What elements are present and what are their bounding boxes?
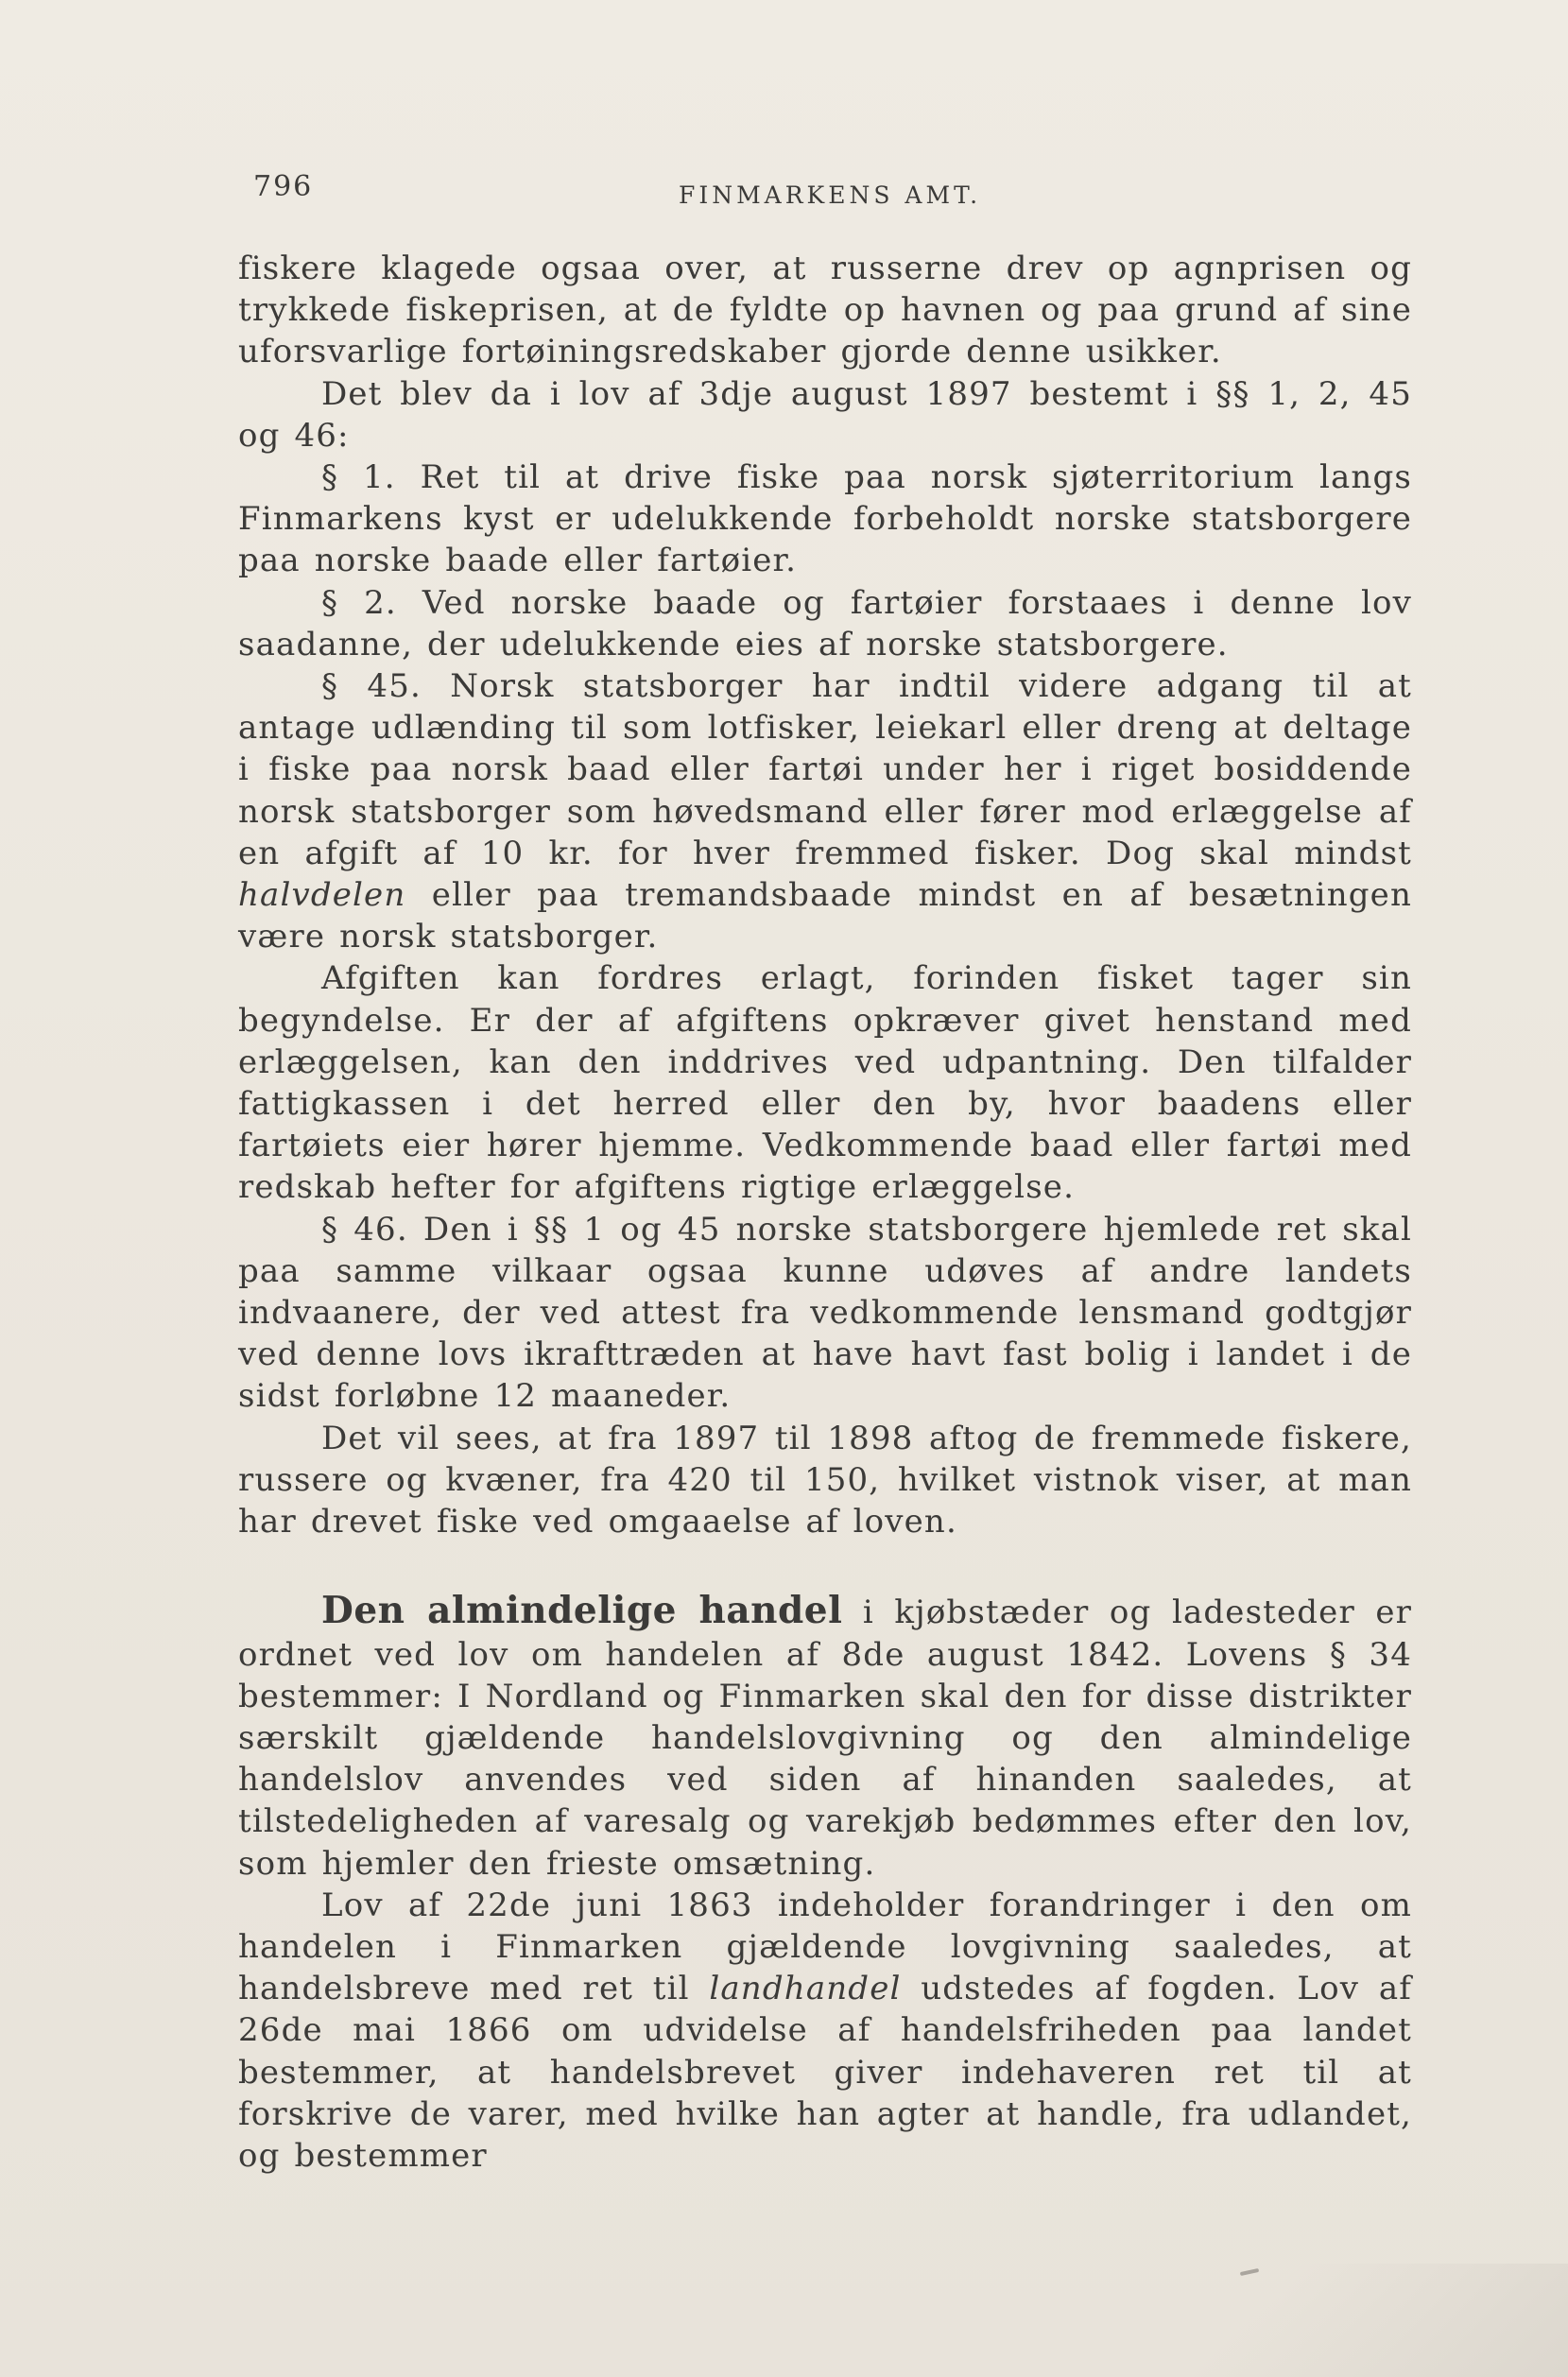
paragraph-text: Lov af 22de juni 1863 indeholder forandringer i den om handelen i Finmarken gjældende lovgivning saaledes, at handelsbreve med ret til — [238, 1886, 1412, 2008]
paragraph-text: i kjøbstæder og ladesteder er ordnet ved lov om handelen af 8de august 1842. Lovens § 34 bestemmer: I Nordland og Finmarken skal den for disse distrikter særskilt gjældende handelslovgivning og den almindelige handelslov anvendes ved siden af hinanden saaledes, at tilstedeligheden af varesalg og varekjøb bedømmes efter den lov, som hjemler den frieste omsætning. — [238, 1593, 1412, 1883]
body-paragraph — [238, 1418, 1412, 1543]
page-number: 796 — [253, 170, 314, 203]
body-paragraph — [238, 582, 1412, 665]
body-paragraph — [238, 665, 1412, 957]
paragraph-text: § 2. Ved norske baade og fartøier forstaaes i denne lov saadanne, der udelukkende eies af norske statsborgere. — [238, 583, 1412, 663]
body-paragraph — [238, 1885, 1412, 2177]
paragraph-text: Afgiften kan fordres erlagt, forinden fisket tager sin begyndelse. Er der af afgiftens opkræver givet henstand med erlæggelsen, kan den inddrives ved udpantning. Den tilfalder fattigkassen i det herred eller den by, hvor baadens eller fartøiets eier hører hjemme. Vedkommende baad eller fartøi med redskab hefter for afgiftens rigtige erlæggelse. — [238, 959, 1412, 1207]
page-body-text — [238, 248, 1412, 2177]
paragraph-text: Det blev da i lov af 3dje august 1897 bestemt i §§ 1, 2, 45 og 46: — [238, 374, 1412, 455]
italic-term: halvdelen — [238, 876, 406, 915]
paragraph-text: § 46. Den i §§ 1 og 45 norske statsborgere hjemlede ret skal paa samme vilkaar ogsaa kunne udøves af andre landets indvaanere, der ved attest fra vedkommende lensmand godtgjør ved denne lovs ikrafttræden at have havt fast bolig i landet i de sidst forløbne 12 maaneder. — [238, 1210, 1412, 1416]
italic-term: landhandel — [709, 1970, 902, 2008]
page-header — [253, 170, 1406, 217]
body-paragraph — [238, 456, 1412, 582]
body-paragraph — [238, 1209, 1412, 1418]
page-corner-shadow — [1039, 2264, 1568, 2377]
body-paragraph — [238, 957, 1412, 1208]
paragraph-text: § 45. Norsk statsborger har indtil videre adgang til at antage udlænding til som lotfisker, leiekarl eller dreng at deltage i fiske paa norsk baad eller fartøi under her i riget bosiddende norsk statsborger som høvedsmand eller fører mod erlæggelse af en afgift af 10 kr. for hver fremmed fisker. Dog skal mindst — [238, 667, 1412, 872]
paragraph-text: § 1. Ret til at drive fiske paa norsk sjøterritorium langs Finmarkens kyst er udelukkende forbeholdt norske statsborgere paa norske baade eller fartøier. — [238, 458, 1412, 580]
section-run-in-heading: Den almindelige handel — [321, 1589, 843, 1633]
body-paragraph — [238, 248, 1412, 373]
paragraph-text: eller paa tremandsbaade mindst en af besætningen være norsk statsborger. — [238, 876, 1412, 956]
paragraph-text: udstedes af fogden. Lov af 26de mai 1866 om udvidelse af handelsfriheden paa landet bestemmer, at handelsbrevet giver indehaveren ret til at forskrive de varer, med hvilke han agter at handle, fra udlandet, og bestemmer — [238, 1970, 1413, 2175]
paragraph-text: fiskere klagede ogsaa over, at russerne drev op agnprisen og trykkede fiskeprisen, at de fyldte op havnen og paa grund af sine uforsvarlige fortøiningsredskaber gjorde denne usikker. — [238, 250, 1412, 371]
body-paragraph — [238, 373, 1412, 456]
section-break — [238, 1542, 1412, 1590]
paragraph-text: Det vil sees, at fra 1897 til 1898 aftog de fremmede fiskere, russere og kvæner, fra 420 til 150, hvilket vistnok viser, at man har drevet fiske ved omgaaelse af loven. — [238, 1419, 1412, 1542]
body-paragraph — [238, 1590, 1412, 1884]
running-title: FINMARKENS AMT. — [678, 181, 982, 209]
